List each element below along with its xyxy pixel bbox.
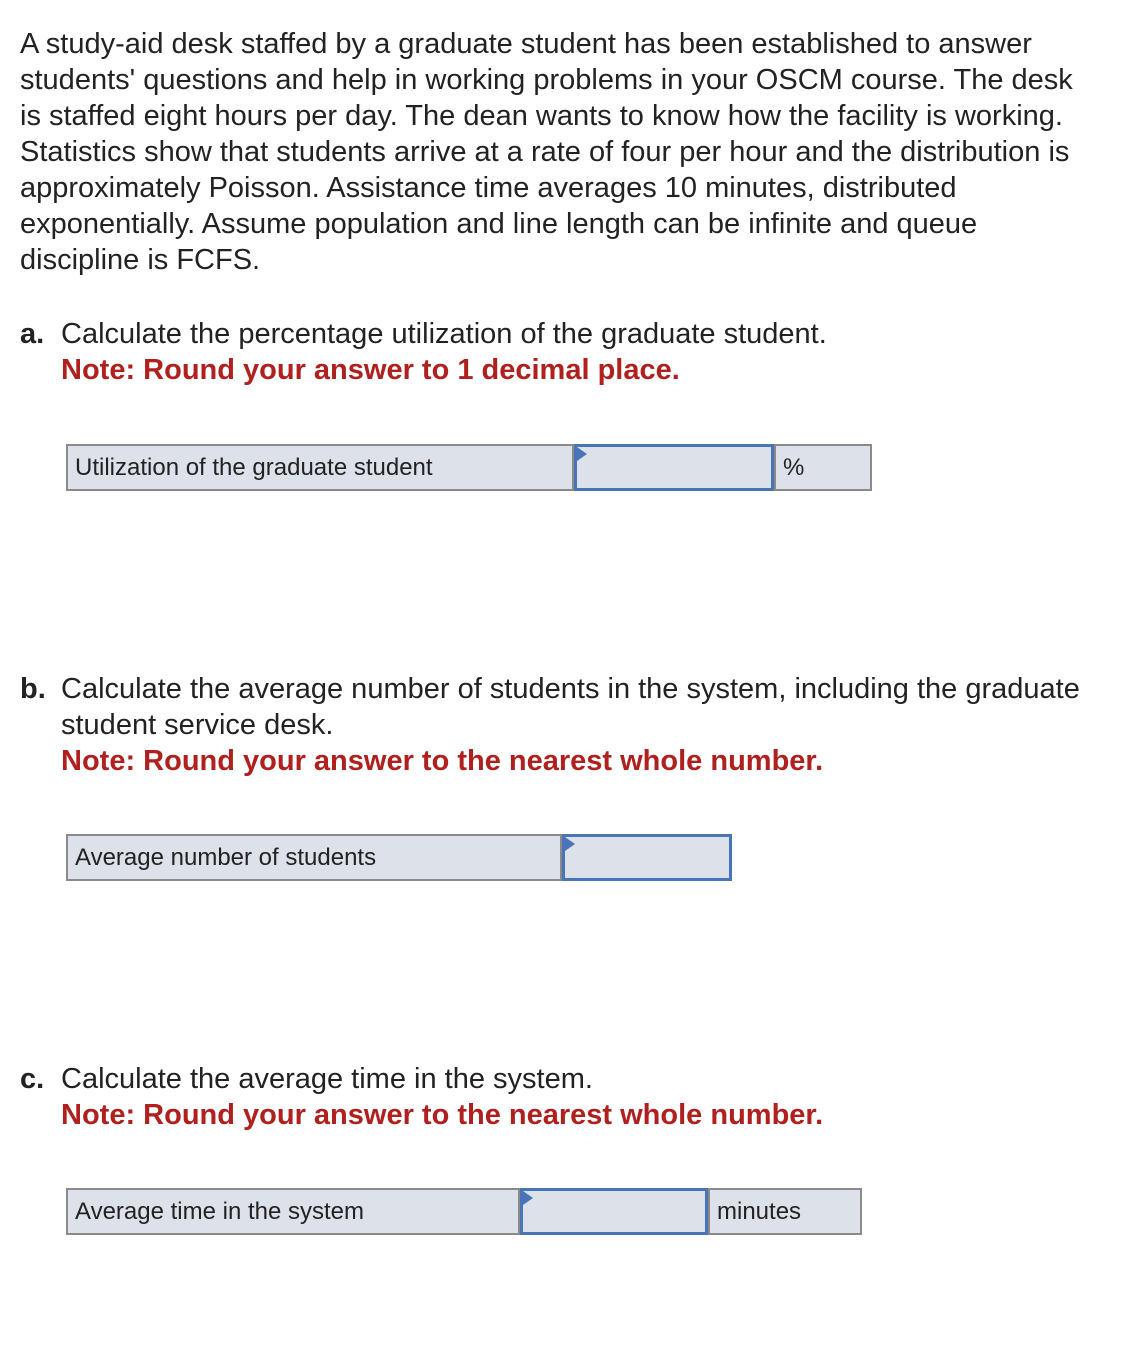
question-c: [20, 1061, 1100, 1133]
answer-c-unit: minutes: [708, 1188, 862, 1235]
answer-a-input-wrap: [574, 444, 774, 491]
answer-b-input-wrap: [562, 834, 732, 881]
question-a-text: Calculate the percentage utilization of the graduate student.: [61, 318, 827, 350]
answer-table-a: [66, 444, 872, 491]
question-c-text: Calculate the average time in the system.: [61, 1063, 593, 1095]
question-a-note: Note: Round your answer to 1 decimal place.: [61, 354, 680, 386]
question-c-letter: c.: [20, 1063, 45, 1095]
answer-table-b: [66, 834, 732, 881]
average-time-input[interactable]: [520, 1188, 708, 1235]
answer-table-c: [66, 1188, 862, 1235]
answer-a-label: Utilization of the graduate student: [66, 444, 574, 491]
question-b-text: Calculate the average number of students in the system, including the graduate student service desk.: [61, 673, 1080, 741]
question-b-note: Note: Round your answer to the nearest whole number.: [61, 745, 824, 777]
question-a: [20, 316, 1100, 388]
average-number-input[interactable]: [562, 834, 732, 881]
question-b-letter: b.: [20, 673, 46, 705]
utilization-input[interactable]: [574, 444, 774, 491]
answer-a-unit: %: [774, 444, 872, 491]
question-a-letter: a.: [20, 318, 45, 350]
answer-c-label: Average time in the system: [66, 1188, 520, 1235]
question-c-note: Note: Round your answer to the nearest whole number.: [61, 1099, 824, 1131]
problem-intro: A study-aid desk staffed by a graduate student has been established to answer students' questions and help in working problems in your OSCM course. The desk is staffed eight hours per day. The dean wants to know how the facility is working. Statistics show that students arrive at a rate of four per hour and the distribution is approximately Poisson. Assistance time averages 10 minutes, distributed exponentially. Assume population and line length can be infinite and queue discipline is FCFS.: [20, 28, 1073, 276]
question-b: [20, 671, 1100, 779]
answer-b-label: Average number of students: [66, 834, 562, 881]
answer-c-input-wrap: [520, 1188, 708, 1235]
